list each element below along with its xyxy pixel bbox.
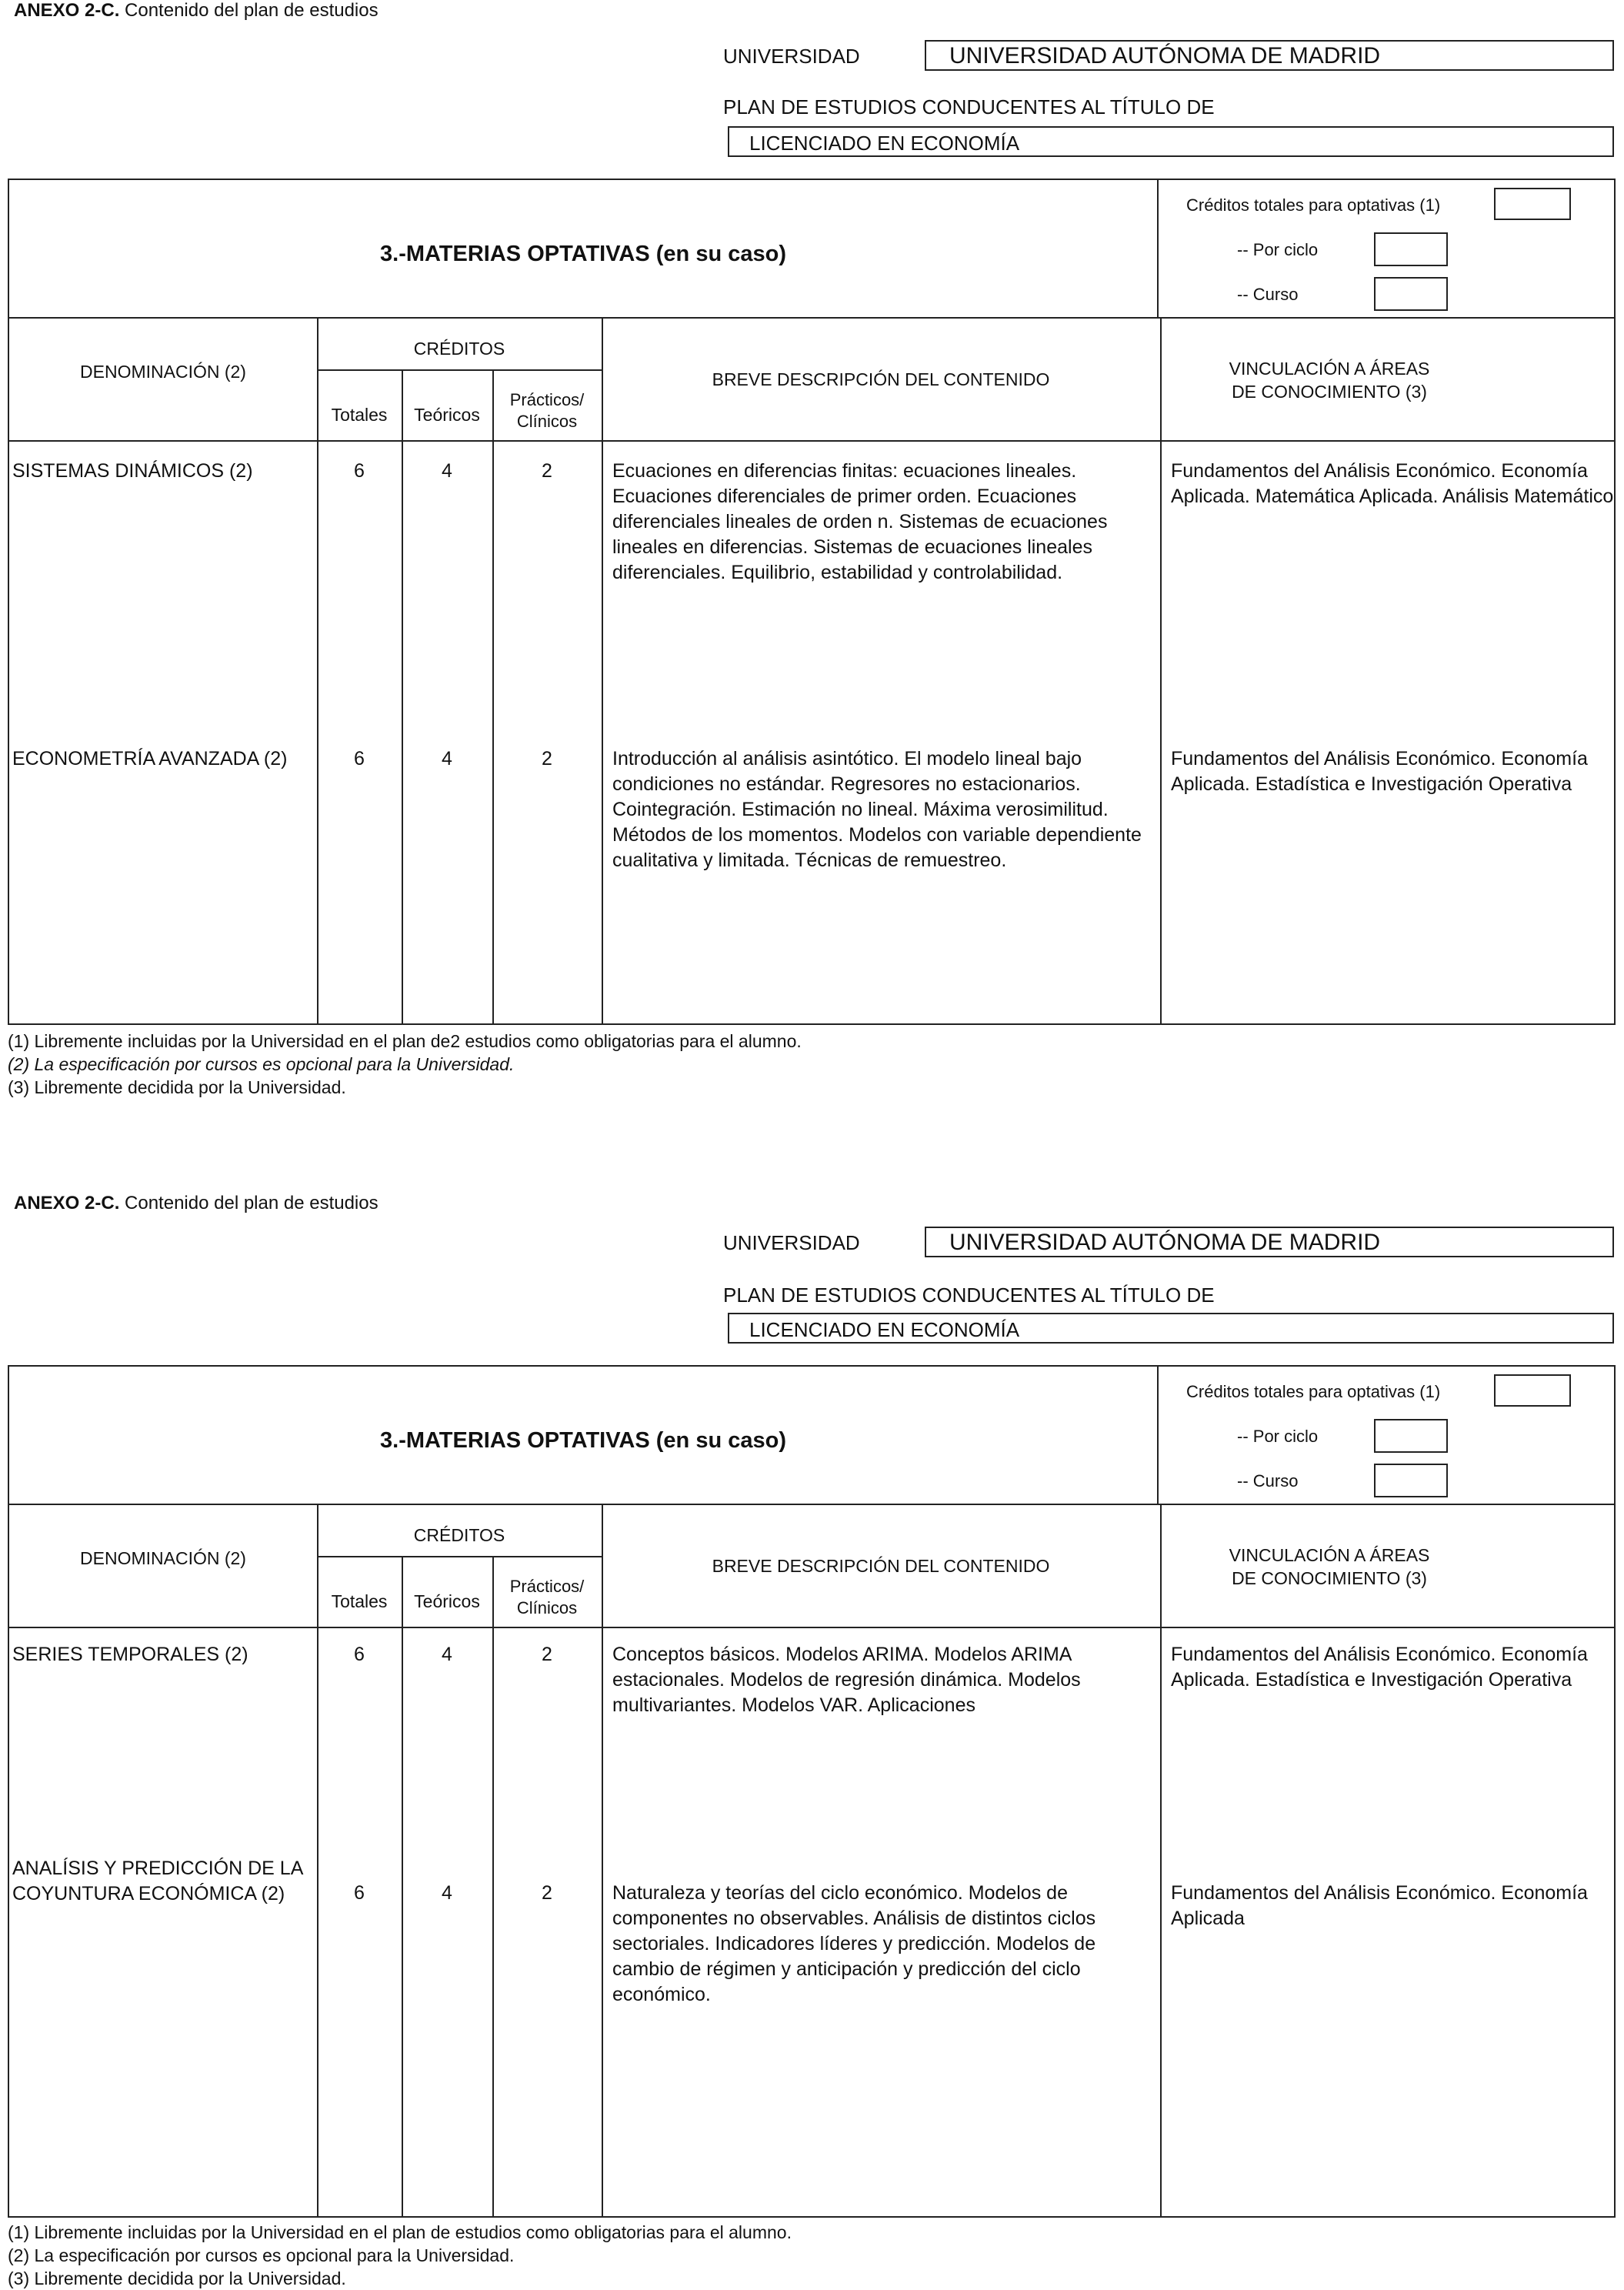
degree-box: LICENCIADO EN ECONOMÍA <box>728 1313 1614 1344</box>
divider <box>602 317 603 1023</box>
divider <box>9 1504 1614 1505</box>
plan-label: PLAN DE ESTUDIOS CONDUCENTES AL TÍTULO DE <box>723 1284 1215 1307</box>
divider <box>9 440 1614 442</box>
total-credits-box <box>1494 188 1571 220</box>
plan-label: PLAN DE ESTUDIOS CONDUCENTES AL TÍTULO DE <box>723 95 1215 119</box>
divider <box>602 1504 603 2216</box>
knowledge-areas: Fundamentos del Análisis Económico. Economía Aplicada. Estadística e Investigación Operativa <box>1171 748 1588 795</box>
subject-name: SERIES TEMPORALES (2) <box>12 1644 248 1665</box>
credits-theory: 4 <box>442 460 452 482</box>
university-label: UNIVERSIDAD <box>723 45 860 68</box>
header-practicos <box>492 389 602 432</box>
header-vinculacion-line1: VINCULACIÓN A ÁREAS <box>1229 1545 1430 1565</box>
optional-subjects-table <box>8 179 1616 1025</box>
credits-practical: 2 <box>542 1882 552 1904</box>
footnote-2: (2) La especificación por cursos es opcional para la Universidad. <box>8 1054 515 1074</box>
annex-label: ANEXO 2-C. <box>14 0 120 21</box>
header-denominacion: DENOMINACIÓN (2) <box>80 1548 246 1568</box>
knowledge-areas: Fundamentos del Análisis Económico. Economía Aplicada. Estadística e Investigación Operativa <box>1171 1644 1588 1691</box>
footnote-3: (3) Libremente decidida por la Universidad. <box>8 1077 346 1097</box>
university-name-box: UNIVERSIDAD AUTÓNOMA DE MADRID <box>925 40 1614 71</box>
credits-practical: 2 <box>542 1644 552 1665</box>
credits-total: 6 <box>354 460 365 482</box>
annex-title: Contenido del plan de estudios <box>125 1193 378 1213</box>
divider <box>1160 1504 1162 2216</box>
footnote-3: (3) Libremente decidida por la Universidad. <box>8 2268 346 2288</box>
optional-subjects-table <box>8 1365 1616 2218</box>
per-course-label: -- Curso <box>1237 1471 1299 1491</box>
header-practicos-line1: Prácticos/ <box>509 1577 585 1596</box>
annex-heading <box>14 1193 378 1214</box>
per-cycle-box <box>1374 1419 1448 1453</box>
footnote-1: (1) Libremente incluidas por la Universidad en el plan de2 estudios como obligatorias para el alumno. <box>8 1031 802 1051</box>
divider <box>1157 1367 1159 1504</box>
credits-theory: 4 <box>442 1644 452 1665</box>
subject-description: Introducción al análisis asintótico. El modelo lineal bajo condiciones no estándar. Regresores no estacionarios. Cointegración. Estimación no lineal. Máxima verosimilitud. Métodos de los momentos. Modelos con variable dependiente cualitativa y limitada. Técnicas de remuestreo. <box>612 748 1142 871</box>
subject-name: ECONOMETRÍA AVANZADA (2) <box>12 748 288 769</box>
header-practicos-line1: Prácticos/ <box>509 390 585 409</box>
footnotes <box>8 2221 792 2290</box>
subject-name: SISTEMAS DINÁMICOS (2) <box>12 460 253 482</box>
per-cycle-box <box>1374 232 1448 266</box>
header-vinculacion-line1: VINCULACIÓN A ÁREAS <box>1229 359 1430 379</box>
total-credits-label: Créditos totales para optativas (1) <box>1186 1382 1441 1401</box>
header-vinculacion <box>1160 1544 1499 1590</box>
header-practicos-line2: Clínicos <box>516 1598 578 1617</box>
section-title: 3.-MATERIAS OPTATIVAS (en su caso) <box>380 242 786 266</box>
divider <box>1157 180 1159 317</box>
university-name-box: UNIVERSIDAD AUTÓNOMA DE MADRID <box>925 1227 1614 1257</box>
header-practicos-line2: Clínicos <box>516 412 578 431</box>
total-credits-label: Créditos totales para optativas (1) <box>1186 195 1441 215</box>
header-creditos: CRÉDITOS <box>413 1525 505 1545</box>
divider <box>1160 317 1162 1023</box>
header-totales: Totales <box>331 1591 388 1611</box>
knowledge-areas: Fundamentos del Análisis Económico. Economía Aplicada. Matemática Aplicada. Análisis Matemático <box>1171 460 1614 507</box>
header-vinculacion-line2: DE CONOCIMIENTO (3) <box>1232 1568 1427 1588</box>
divider <box>9 317 1614 319</box>
credits-practical: 2 <box>542 748 552 769</box>
header-practicos <box>492 1576 602 1619</box>
header-teoricos: Teóricos <box>414 405 480 425</box>
header-creditos: CRÉDITOS <box>413 339 505 359</box>
section-title: 3.-MATERIAS OPTATIVAS (en su caso) <box>380 1428 786 1453</box>
header-vinculacion <box>1160 357 1499 403</box>
footnotes <box>8 1030 802 1099</box>
footnote-1: (1) Libremente incluidas por la Universidad en el plan de estudios como obligatorias para el alumno. <box>8 2222 792 2242</box>
annex-label: ANEXO 2-C. <box>14 1193 120 1213</box>
university-label: UNIVERSIDAD <box>723 1231 860 1254</box>
degree-box: LICENCIADO EN ECONOMÍA <box>728 126 1614 157</box>
annex-heading <box>14 0 378 22</box>
subject-name: ANALÍSIS Y PREDICCIÓN DE LA COYUNTURA ECONÓMICA (2) <box>12 1858 302 1904</box>
credits-practical: 2 <box>542 460 552 482</box>
header-totales: Totales <box>331 405 388 425</box>
subject-description: Conceptos básicos. Modelos ARIMA. Modelos ARIMA estacionales. Modelos de regresión dinámica. Modelos multivariantes. Modelos VAR. Aplicaciones <box>612 1644 1081 1716</box>
total-credits-box <box>1494 1374 1571 1407</box>
per-course-box <box>1374 277 1448 311</box>
per-cycle-label: -- Por ciclo <box>1237 240 1319 259</box>
subject-description: Ecuaciones en diferencias finitas: ecuaciones lineales. Ecuaciones diferenciales de primer orden. Ecuaciones diferenciales lineales de orden n. Sistemas de ecuaciones lineales en diferencias. Sistemas de ecuaciones lineales diferenciales. Equilibrio, estabilidad y controlabilidad. <box>612 460 1108 583</box>
credits-total: 6 <box>354 748 365 769</box>
divider <box>9 1627 1614 1628</box>
header-denominacion: DENOMINACIÓN (2) <box>80 362 246 382</box>
knowledge-areas: Fundamentos del Análisis Económico. Economía Aplicada <box>1171 1882 1588 1929</box>
credits-total: 6 <box>354 1882 365 1904</box>
subject-description: Naturaleza y teorías del ciclo económico. Modelos de componentes no observables. Análisis de distintos ciclos sectoriales. Indicadores líderes y predicción. Modelos de cambio de régimen y anticipación y predicción del ciclo económico. <box>612 1882 1096 2005</box>
credits-total: 6 <box>354 1644 365 1665</box>
credits-theory: 4 <box>442 748 452 769</box>
header-vinculacion-line2: DE CONOCIMIENTO (3) <box>1232 382 1427 402</box>
header-teoricos: Teóricos <box>414 1591 480 1611</box>
per-cycle-label: -- Por ciclo <box>1237 1427 1319 1446</box>
header-descripcion: BREVE DESCRIPCIÓN DEL CONTENIDO <box>712 1556 1050 1576</box>
header-descripcion: BREVE DESCRIPCIÓN DEL CONTENIDO <box>712 369 1050 389</box>
annex-title: Contenido del plan de estudios <box>125 0 378 21</box>
divider <box>317 1556 602 1557</box>
footnote-2: (2) La especificación por cursos es opcional para la Universidad. <box>8 2245 515 2265</box>
divider <box>317 369 602 371</box>
credits-theory: 4 <box>442 1882 452 1904</box>
per-course-label: -- Curso <box>1237 285 1299 304</box>
per-course-box <box>1374 1464 1448 1497</box>
